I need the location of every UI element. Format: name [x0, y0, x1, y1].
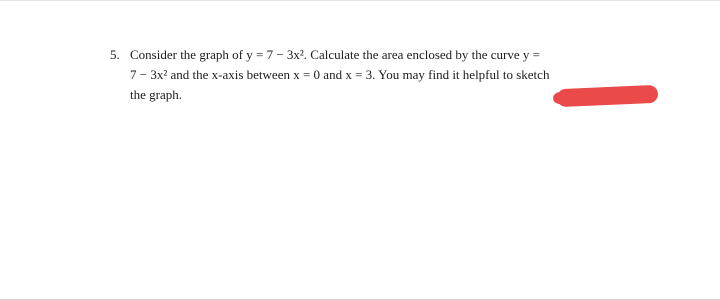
question-line-2: 7 − 3x² and the x-axis between x = 0 and x = 3. You may find it helpful to sketch [130, 67, 550, 82]
question-line-3: the graph. [130, 87, 182, 102]
question-number: 5. [110, 47, 120, 62]
redaction-marker [557, 85, 659, 107]
question-line-1: Consider the graph of y = 7 − 3x². Calculate the area enclosed by the curve y = [130, 47, 540, 62]
